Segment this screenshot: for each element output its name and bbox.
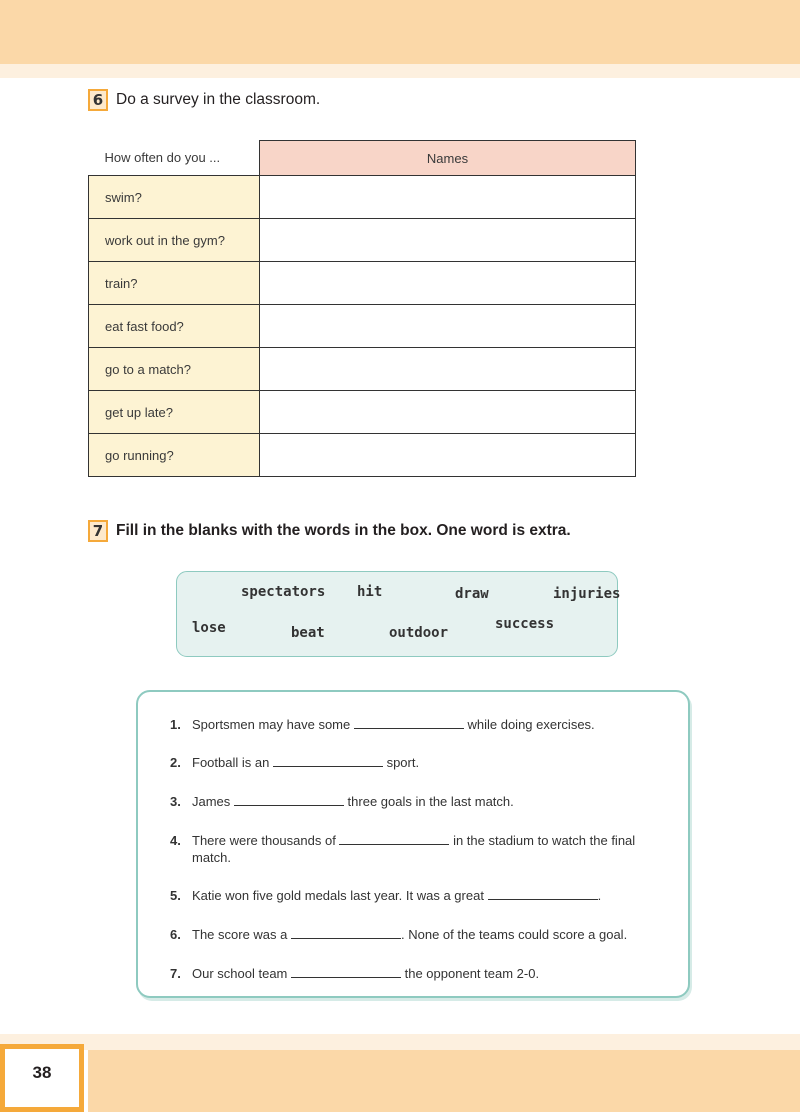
question-cell: swim? bbox=[89, 176, 260, 219]
names-answer-cell[interactable] bbox=[260, 176, 636, 219]
names-answer-cell[interactable] bbox=[260, 391, 636, 434]
top-decorative-band bbox=[0, 0, 800, 64]
sentence-text: James bbox=[192, 794, 231, 809]
word-item: outdoor bbox=[389, 625, 449, 641]
table-row bbox=[89, 391, 636, 434]
question-cell: get up late? bbox=[89, 391, 260, 434]
answer-blank[interactable] bbox=[339, 832, 449, 845]
question-cell: train? bbox=[89, 262, 260, 305]
table-row bbox=[89, 219, 636, 262]
bottom-decorative-band bbox=[88, 1050, 800, 1112]
table-row bbox=[89, 434, 636, 477]
answer-blank[interactable] bbox=[291, 926, 401, 939]
sentence-text: Our school team bbox=[192, 966, 288, 981]
sentence-number: 6. bbox=[170, 927, 181, 942]
exercise-6-heading bbox=[88, 89, 320, 111]
sentence-text: in the stadium to watch the final match. bbox=[192, 833, 636, 865]
sentence-item bbox=[170, 793, 670, 810]
sentence-text: Football is an bbox=[192, 755, 270, 770]
sentence-number: 1. bbox=[170, 717, 181, 732]
table-row bbox=[89, 305, 636, 348]
answer-blank[interactable] bbox=[273, 754, 383, 767]
table-row bbox=[89, 176, 636, 219]
word-item: injuries bbox=[553, 586, 621, 602]
exercise-7-number: 7 bbox=[88, 520, 108, 542]
exercise-6-instruction: Do a survey in the classroom. bbox=[116, 91, 321, 108]
bottom-decorative-band-light bbox=[0, 1034, 800, 1050]
exercise-7-heading bbox=[88, 520, 571, 542]
sentence-text: three goals in the last match. bbox=[347, 794, 514, 809]
sentence-number: 3. bbox=[170, 794, 181, 809]
word-item: hit bbox=[357, 584, 383, 600]
sentence-number: 2. bbox=[170, 755, 181, 770]
word-item: lose bbox=[192, 620, 226, 636]
sentence-item bbox=[170, 754, 670, 771]
page-number: 38 bbox=[32, 1063, 52, 1082]
survey-table bbox=[88, 140, 636, 477]
word-item: success bbox=[495, 616, 555, 632]
sentence-text: while doing exercises. bbox=[467, 717, 595, 732]
sentence-text: There were thousands of bbox=[192, 833, 336, 848]
sentence-item bbox=[170, 965, 670, 982]
header-question: How often do you ... bbox=[89, 141, 260, 176]
sentence-text: . bbox=[597, 888, 602, 903]
word-box bbox=[176, 571, 621, 657]
question-cell: eat fast food? bbox=[89, 305, 260, 348]
sentence-item bbox=[170, 926, 670, 943]
sentence-item bbox=[170, 832, 670, 866]
exercise-6-number: 6 bbox=[88, 89, 108, 111]
sentence-item bbox=[170, 887, 670, 904]
answer-blank[interactable] bbox=[234, 793, 344, 806]
answer-blank[interactable] bbox=[488, 887, 598, 900]
names-answer-cell[interactable] bbox=[260, 262, 636, 305]
sentence-text: Katie won five gold medals last year. It was a great bbox=[192, 888, 484, 903]
page-number-box bbox=[0, 1044, 84, 1112]
sentence-number: 4. bbox=[170, 833, 181, 848]
sentence-text: the opponent team 2-0. bbox=[404, 966, 540, 981]
exercise-7-instruction: Fill in the blanks with the words in the box. One word is extra. bbox=[116, 522, 571, 539]
answer-blank[interactable] bbox=[354, 716, 464, 729]
header-names: Names bbox=[260, 141, 636, 176]
word-item: spectators bbox=[241, 584, 326, 600]
question-cell: go running? bbox=[89, 434, 260, 477]
names-answer-cell[interactable] bbox=[260, 434, 636, 477]
table-row bbox=[89, 262, 636, 305]
sentences-box bbox=[136, 690, 690, 998]
table-row bbox=[89, 348, 636, 391]
question-cell: go to a match? bbox=[89, 348, 260, 391]
sentence-number: 5. bbox=[170, 888, 181, 903]
question-cell: work out in the gym? bbox=[89, 219, 260, 262]
sentence-text: . None of the teams could score a goal. bbox=[401, 927, 628, 942]
word-item: beat bbox=[291, 625, 325, 641]
names-answer-cell[interactable] bbox=[260, 219, 636, 262]
sentence-text: Sportsmen may have some bbox=[192, 717, 351, 732]
top-decorative-band-light bbox=[0, 64, 800, 78]
sentence-text: The score was a bbox=[192, 927, 288, 942]
sentence-text: sport. bbox=[386, 755, 420, 770]
names-answer-cell[interactable] bbox=[260, 305, 636, 348]
answer-blank[interactable] bbox=[291, 965, 401, 978]
sentence-item bbox=[170, 716, 670, 733]
survey-header-row bbox=[89, 141, 636, 176]
word-item: draw bbox=[455, 586, 489, 602]
names-answer-cell[interactable] bbox=[260, 348, 636, 391]
sentence-number: 7. bbox=[170, 966, 181, 981]
